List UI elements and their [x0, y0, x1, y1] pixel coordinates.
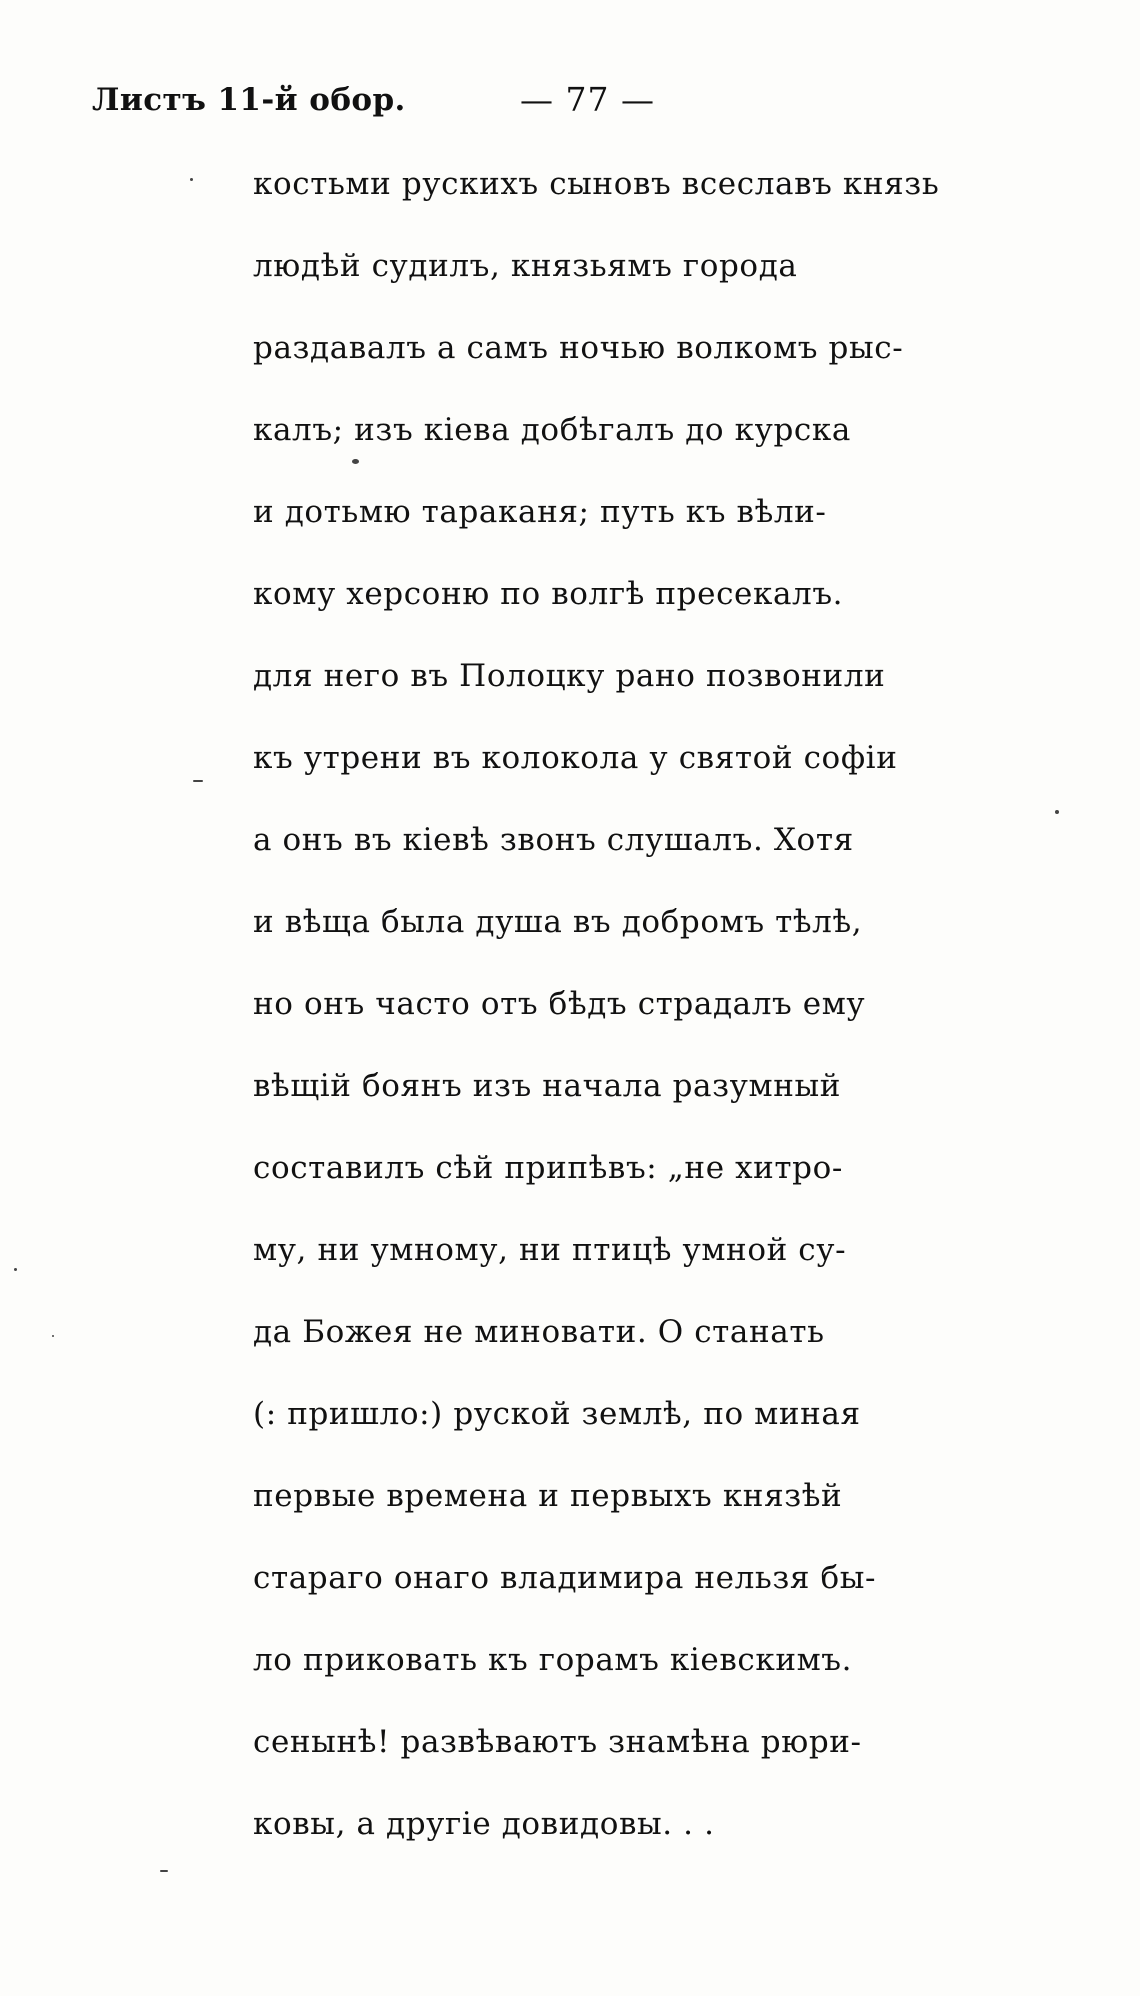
text-line: да Божея не миновати. О станать — [253, 1314, 825, 1350]
scan-speck — [1055, 810, 1059, 814]
text-line: раздавалъ а самъ ночью волкомъ рыс- — [253, 330, 904, 366]
text-line: но онъ часто отъ бѣдъ страдалъ ему — [253, 986, 866, 1022]
body-text — [253, 160, 1013, 1882]
text-line: и вѣща была душа въ добромъ тѣлѣ, — [253, 904, 863, 940]
text-line: калъ; изъ кіева добѣгалъ до курска — [253, 412, 851, 448]
text-line: сенынѣ! развѣваютъ знамѣна рюри- — [253, 1724, 862, 1760]
text-line: му, ни умному, ни птицѣ умной су- — [253, 1232, 847, 1268]
text-line: (: пришло:) руской землѣ, по миная — [253, 1396, 861, 1432]
text-line: стараго онаго владимира нельзя бы- — [253, 1560, 877, 1596]
text-line: и дотьмю тараканя; путь къ вѣли- — [253, 494, 827, 530]
text-line: а онъ въ кіевѣ звонъ слушалъ. Хотя — [253, 822, 854, 858]
text-line: ковы, а другіе довидовы. . . — [253, 1806, 715, 1842]
scan-speck — [14, 1268, 17, 1271]
text-line: кому херсоню по волгѣ пресекалъ. — [253, 576, 844, 612]
text-line: для него въ Полоцку рано позвонили — [253, 658, 886, 694]
scan-speck — [190, 178, 193, 181]
scan-speck — [193, 780, 203, 782]
text-line: къ утрени въ колокола у святой софіи — [253, 740, 898, 776]
text-line: ло приковать къ горамъ кіевскимъ. — [253, 1642, 853, 1678]
scan-speck — [352, 459, 359, 464]
text-line: костьми рускихъ сыновъ всеславъ князь — [253, 166, 940, 202]
text-line: людѣй судилъ, князьямъ города — [253, 248, 798, 284]
scan-speck — [52, 1335, 54, 1337]
running-title: Листъ 11-й обор. — [92, 82, 406, 118]
text-line: первые времена и первыхъ князѣй — [253, 1478, 843, 1514]
text-line: составилъ сѣй припѣвъ: „не хитро- — [253, 1150, 843, 1186]
text-line: вѣщій боянъ изъ начала разумный — [253, 1068, 841, 1104]
page-number: — 77 — — [520, 80, 655, 119]
scan-speck — [160, 1870, 168, 1872]
